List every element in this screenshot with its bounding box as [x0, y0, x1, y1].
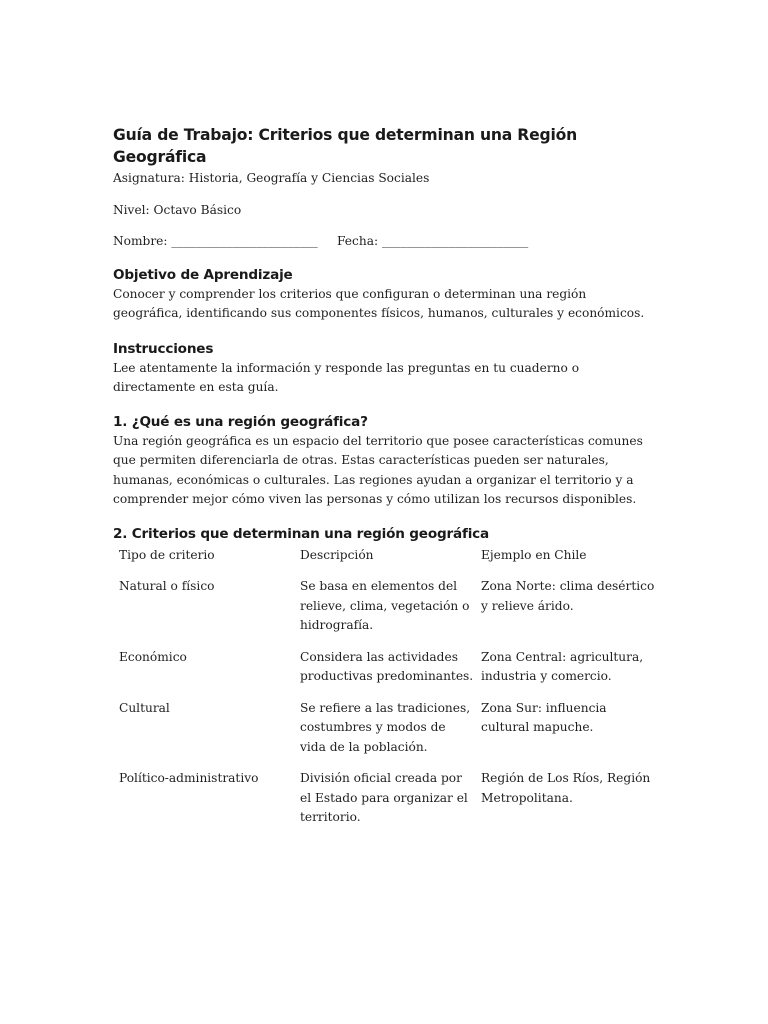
table-cell-example: Zona Norte: clima desértico y relieve árido.	[481, 579, 655, 613]
table-header-description: Descripción	[300, 547, 374, 562]
worksheet-page	[113, 124, 658, 828]
name-field-label: Nombre: ________________________	[113, 234, 318, 248]
section2-heading: 2. Criterios que determinan una región geográfica	[113, 525, 489, 542]
table-cell-description: Considera las actividades productivas predominantes.	[300, 649, 474, 683]
table-cell-type: Político-administrativo	[119, 771, 259, 785]
table-header-type: Tipo de criterio	[119, 547, 215, 562]
instructions-heading: Instrucciones	[113, 340, 214, 357]
level-line: Nivel: Octavo Básico	[113, 202, 242, 217]
subject-line: Asignatura: Historia, Geografía y Ciencias Sociales	[113, 171, 430, 185]
table-cell-example: Región de Los Ríos, Región Metropolitana.	[481, 771, 651, 805]
table-cell-description: División oficial creada por el Estado para organizar el territorio.	[300, 771, 468, 824]
objective-heading: Objetivo de Aprendizaje	[113, 266, 293, 283]
table-cell-type: Económico	[119, 649, 187, 664]
section1-text: Una región geográfica es un espacio del territorio que posee características comunes que permiten diferenciarla de otras. Estas características pueden ser naturales, humanas, económicas o culturales. Las regiones ayudan a organizar el territorio y a comprender mejor cómo viven las personas y cómo utilizan los recursos disponibles.	[113, 433, 643, 506]
instructions-text: Lee atentamente la información y responde las preguntas en tu cuaderno o directamente en esta guía.	[113, 360, 580, 394]
table-cell-description: Se refiere a las tradiciones, costumbres y modos de vida de la población.	[300, 700, 471, 754]
objective-text: Conocer y comprender los criterios que configuran o determinan una región geográfica, identificando sus componentes físicos, humanos, culturales y económicos.	[113, 286, 645, 320]
table-cell-example: Zona Sur: influencia cultural mapuche.	[481, 700, 607, 734]
date-field-label: Fecha: ________________________	[337, 234, 529, 248]
document-title: Guía de Trabajo: Criterios que determinan una Región Geográfica	[113, 126, 578, 166]
table-cell-type: Cultural	[119, 700, 170, 715]
table-cell-type: Natural o físico	[119, 579, 215, 593]
table-cell-example: Zona Central: agricultura, industria y comercio.	[481, 649, 644, 683]
criteria-table	[119, 546, 658, 828]
name-date-row	[113, 232, 658, 252]
table-cell-description: Se basa en elementos del relieve, clima, vegetación o hidrografía.	[300, 579, 470, 632]
section1-heading: 1. ¿Qué es una región geográfica?	[113, 413, 368, 430]
table-header-example: Ejemplo en Chile	[481, 547, 587, 562]
